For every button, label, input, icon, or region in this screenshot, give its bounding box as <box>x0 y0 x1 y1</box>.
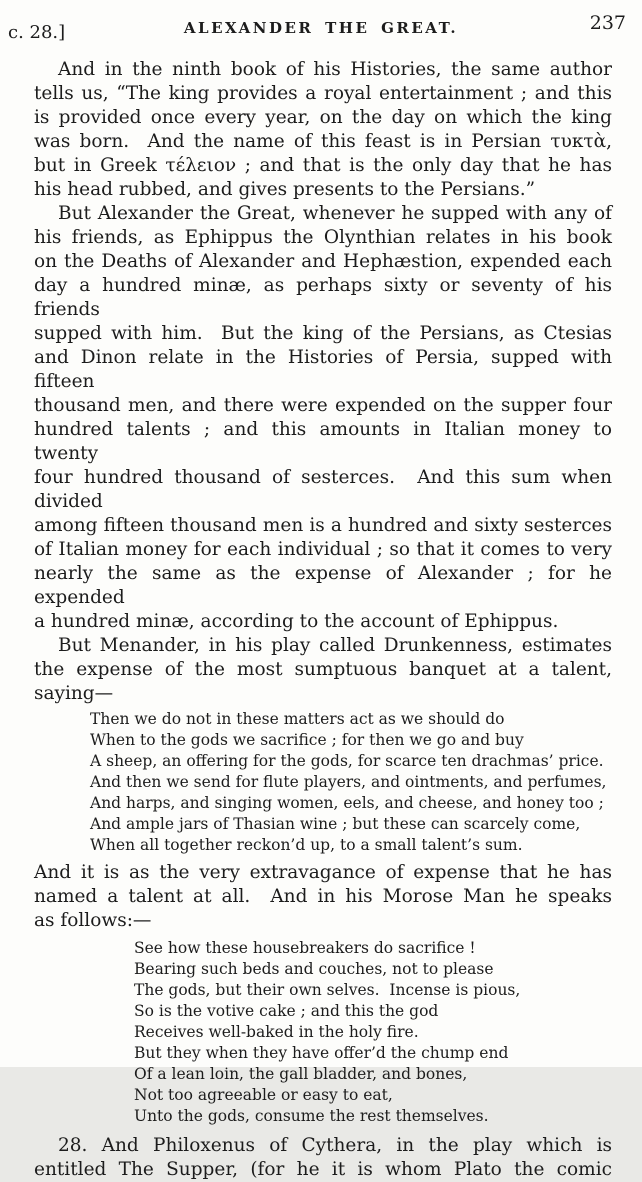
text-line: his friends, as Ephippus the Olynthian relates in his book <box>34 227 612 248</box>
text-line: When to the gods we sacrifice ; for then we go and buy <box>90 731 524 749</box>
text-line: When all together reckon’d up, to a small talent’s sum. <box>90 836 523 854</box>
text-line: day a hundred minæ, as perhaps sixty or seventy of his friends <box>34 275 612 320</box>
text-line: thousand men, and there were expended on the supper four <box>34 395 612 416</box>
text-line: named a talent at all. And in his Morose Man he speaks <box>34 886 612 907</box>
text-line: the expense of the most sumptuous banquet at a talent, <box>34 659 612 680</box>
text-line: So is the votive cake ; and this the god <box>134 1002 439 1020</box>
text-line: entitled The Supper, (for he it is whom Plato the comic <box>34 1159 612 1180</box>
text-line: Not too agreeable or easy to eat, <box>134 1086 393 1104</box>
text-line: supped with him. But the king of the Persians, as Ctesias <box>34 323 612 344</box>
verse-drunkenness-quote <box>90 709 612 856</box>
text-line: of Italian money for each individual ; so that it comes to very <box>34 539 612 560</box>
text-line: on the Deaths of Alexander and Hephæstion, expended each <box>34 251 612 272</box>
text-line: and Dinon relate in the Histories of Persia, supped with fifteen <box>34 347 612 392</box>
text-line: was born. And the name of this feast is in Persian τυκτὰ, <box>34 131 612 152</box>
text-line: But Menander, in his play called Drunkenness, estimates <box>58 635 612 656</box>
text-line: The gods, but their own selves. Incense is pious, <box>134 981 521 999</box>
text-line: Bearing such beds and couches, not to please <box>134 960 494 978</box>
text-line: tells us, “The king provides a royal entertainment ; and this <box>34 83 612 104</box>
text-line: four hundred thousand of sesterces. And this sum when divided <box>34 467 612 512</box>
text-line: A sheep, an offering for the gods, for scarce ten drachmas’ price. <box>90 752 604 770</box>
page-body <box>0 44 642 1182</box>
text-line: saying— <box>34 683 114 704</box>
paragraph-philoxenus <box>34 1134 612 1182</box>
text-line: And it is as the very extravagance of expense that he has <box>34 862 612 883</box>
text-line: nearly the same as the expense of Alexander ; for he expended <box>34 563 612 608</box>
paragraph-alexander-expense <box>34 202 612 634</box>
chapter-marker: c. 28.] <box>8 22 66 43</box>
text-line: But they when they have offer’d the chump end <box>134 1044 509 1062</box>
page-number: 237 <box>589 12 626 34</box>
paragraph-menander-intro <box>34 634 612 706</box>
text-line: And then we send for flute players, and ointments, and perfumes, <box>90 773 607 791</box>
text-line: See how these housebreakers do sacrifice ! <box>134 939 476 957</box>
text-line: Receives well-baked in the holy fire. <box>134 1023 419 1041</box>
text-line: as follows:— <box>34 910 152 931</box>
text-line: Unto the gods, consume the rest themselves. <box>134 1107 489 1125</box>
text-line: But Alexander the Great, whenever he supped with any of <box>58 203 612 224</box>
text-line: hundred talents ; and this amounts in Italian money to twenty <box>34 419 612 464</box>
text-line: a hundred minæ, according to the account of Ephippus. <box>34 611 559 632</box>
text-line: but in Greek τέλειον ; and that is the only day that he has <box>34 155 612 176</box>
verse-morose-man-quote <box>134 938 612 1127</box>
text-line: Of a lean loin, the gall bladder, and bones, <box>134 1065 468 1083</box>
text-line: And ample jars of Thasian wine ; but these can scarcely come, <box>90 815 581 833</box>
text-line: is provided once every year, on the day on which the king <box>34 107 612 128</box>
page-header <box>0 0 642 44</box>
paragraph-royal-entertainment <box>34 58 612 202</box>
text-line: his head rubbed, and gives presents to the Persians.” <box>34 179 536 200</box>
text-line: among fifteen thousand men is a hundred and sixty sesterces <box>34 515 612 536</box>
text-line: And harps, and singing women, eels, and cheese, and honey too ; <box>90 794 604 812</box>
running-title: ALEXANDER THE GREAT. <box>183 19 459 37</box>
text-line: And in the ninth book of his Histories, the same author <box>58 59 612 80</box>
text-line: Then we do not in these matters act as we should do <box>90 710 505 728</box>
text-line: 28. And Philoxenus of Cythera, in the play which is <box>58 1135 612 1156</box>
paragraph-extravagance <box>34 861 612 933</box>
